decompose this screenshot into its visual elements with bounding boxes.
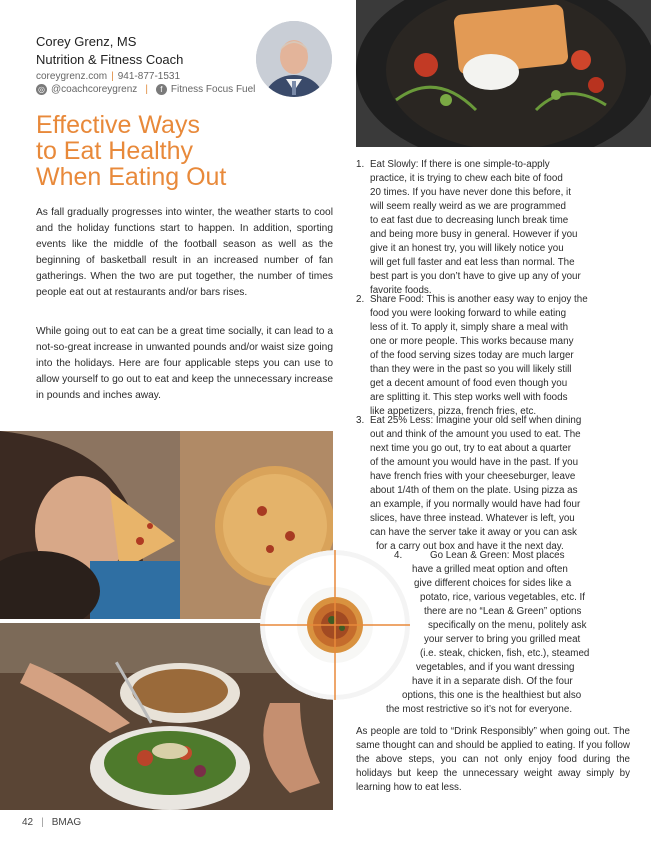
step-line: of the amount you would have in the past. If you bbox=[370, 457, 579, 468]
step-line: slices, have three instead. Whatever is left, you bbox=[370, 513, 575, 524]
step-line: about 1/4th of them on the plate. Using pizza as bbox=[370, 485, 578, 496]
step-line: have a grilled meat option and often bbox=[412, 564, 568, 575]
author-name: Corey Grenz, MS bbox=[36, 34, 137, 49]
instagram-icon: ◎ bbox=[36, 84, 47, 95]
step-line: the most restrictive so it’s not for everyone. bbox=[386, 704, 573, 715]
title-line: Effective Ways bbox=[36, 111, 200, 139]
step-line: an example, if you normally would have had four bbox=[370, 499, 581, 510]
step-line: Go Lean & Green: Most places bbox=[430, 550, 565, 561]
step-line: 20 times. If you have never done this before, it bbox=[370, 187, 571, 198]
step-line: specifically on the menu, politely ask bbox=[428, 620, 587, 631]
step-line: than they were in the past so you will likely still bbox=[370, 364, 572, 375]
step-line: Share Food: This is another easy way to enjoy the bbox=[370, 294, 588, 305]
author-title: Nutrition & Fitness Coach bbox=[36, 52, 184, 67]
step-number: 1. bbox=[356, 159, 365, 170]
step-number: 3. bbox=[356, 415, 365, 426]
step-line: options, this one is the healthiest but also bbox=[402, 690, 582, 701]
step-line: get a decent amount of food even though you bbox=[370, 378, 568, 389]
salmon-dish-photo bbox=[356, 0, 651, 147]
step-line: will get full faster and eat less than normal. The bbox=[370, 257, 575, 268]
facebook-icon: f bbox=[156, 84, 167, 95]
step-line: are splitting it. This step works well with foods bbox=[370, 392, 568, 403]
closing-paragraph: As people are told to “Drink Responsibly” when going out. The same thought can and should be applied to eating. If you follow the above steps, you can not only enjoy food during the holidays but keep the unnecessary weight away simply by learning how to eat less. bbox=[356, 726, 630, 793]
step-item bbox=[386, 549, 590, 717]
title-line: When Eating Out bbox=[36, 163, 227, 191]
author-facebook[interactable]: Fitness Focus Fuel bbox=[170, 84, 256, 95]
step-line: favorite foods. bbox=[370, 285, 432, 296]
step-item bbox=[356, 414, 582, 554]
title-line: to Eat Healthy bbox=[36, 137, 194, 165]
step-line: your server to bring you grilled meat bbox=[424, 634, 581, 645]
author-instagram[interactable]: @coachcoreygrenz bbox=[51, 84, 138, 95]
step-line: (i.e. steak, chicken, fish, etc.), steamed bbox=[420, 648, 590, 659]
step-item bbox=[356, 158, 581, 298]
step-number: 4. bbox=[394, 550, 403, 561]
step-line: to eat fast due to decreasing lunch break time bbox=[370, 215, 569, 226]
step-number: 2. bbox=[356, 294, 365, 305]
pasta-plate-photo bbox=[260, 550, 410, 700]
publication-name: BMAG bbox=[51, 817, 82, 828]
author-social: ◎ @coachcoreygrenz | f Fitness Focus Fuel bbox=[38, 84, 256, 95]
step-line: and being more busy in general. However if you bbox=[370, 229, 578, 240]
step-line: practice, it is trying to chew each bite of food bbox=[370, 173, 563, 184]
page-number: 42 bbox=[22, 817, 34, 828]
step-line: Eat 25% Less: Imagine your old self when dining bbox=[370, 415, 582, 426]
intro-paragraph: As fall gradually progresses into winter, the weather starts to cool and the holiday functions start to happen. In addition, sporting events like the middle of the football season as well as the beginning of basketball result in an increased number of fan gatherings. When the two are put together, the number of times people eat out at restaurants and/or bars rises. bbox=[36, 207, 333, 298]
step-line: for a carry out box and have it the next day. bbox=[376, 541, 564, 552]
step-item bbox=[356, 293, 588, 419]
step-line: next time you go out, try to eat about a quarter bbox=[370, 443, 571, 454]
step-line: there are no “Lean & Green” options bbox=[424, 606, 582, 617]
intro-paragraph: While going out to eat can be a great time socially, it can lead to a not-so-great increase in unwanted pounds and/or waist size going into the holidays. Here are four applicable steps you can use to allow yourself to go out to eat and keep the unnecessary increase in pounds and inches away. bbox=[36, 326, 333, 401]
step-line: will seem really weird as we are programmed bbox=[370, 201, 567, 212]
article-title bbox=[36, 112, 336, 190]
step-line: one or more people. This works because many bbox=[370, 336, 574, 347]
step-line: vegetables, and if you want dressing bbox=[416, 662, 575, 673]
step-line: best part is you don’t have to give up any of your bbox=[370, 271, 581, 282]
step-line: give different choices for sides like a bbox=[414, 578, 572, 589]
step-line: out and think of the amount you used to eat. The bbox=[370, 429, 581, 440]
page-footer: 42 | BMAG bbox=[22, 817, 82, 828]
author-headshot bbox=[256, 21, 332, 97]
step-line: like appetizers, pizza, french fries, etc. bbox=[370, 406, 537, 417]
step-line: Eat Slowly: If there is one simple-to-apply bbox=[370, 159, 550, 170]
step-line: can have the server take it away or you can ask bbox=[370, 527, 577, 538]
step-line: have it in a separate dish. Of the four bbox=[412, 676, 573, 687]
author-contact: coreygrenz.com | 941-877-1531 bbox=[36, 71, 181, 82]
author-website[interactable]: coreygrenz.com bbox=[36, 71, 108, 82]
step-line: less of it. To apply it, simply share a meal with bbox=[370, 322, 569, 333]
step-line: food you were looking forward to while eating bbox=[370, 308, 567, 319]
step-line: potato, rice, various vegetables, etc. If bbox=[420, 592, 586, 603]
step-line: have french fries with your cheeseburger, leave bbox=[370, 471, 576, 482]
author-phone: 941-877-1531 bbox=[117, 71, 181, 82]
step-line: give it an honest try, you will likely notice you bbox=[370, 243, 564, 254]
step-line: of the food serving sizes today are much larger bbox=[370, 350, 574, 361]
